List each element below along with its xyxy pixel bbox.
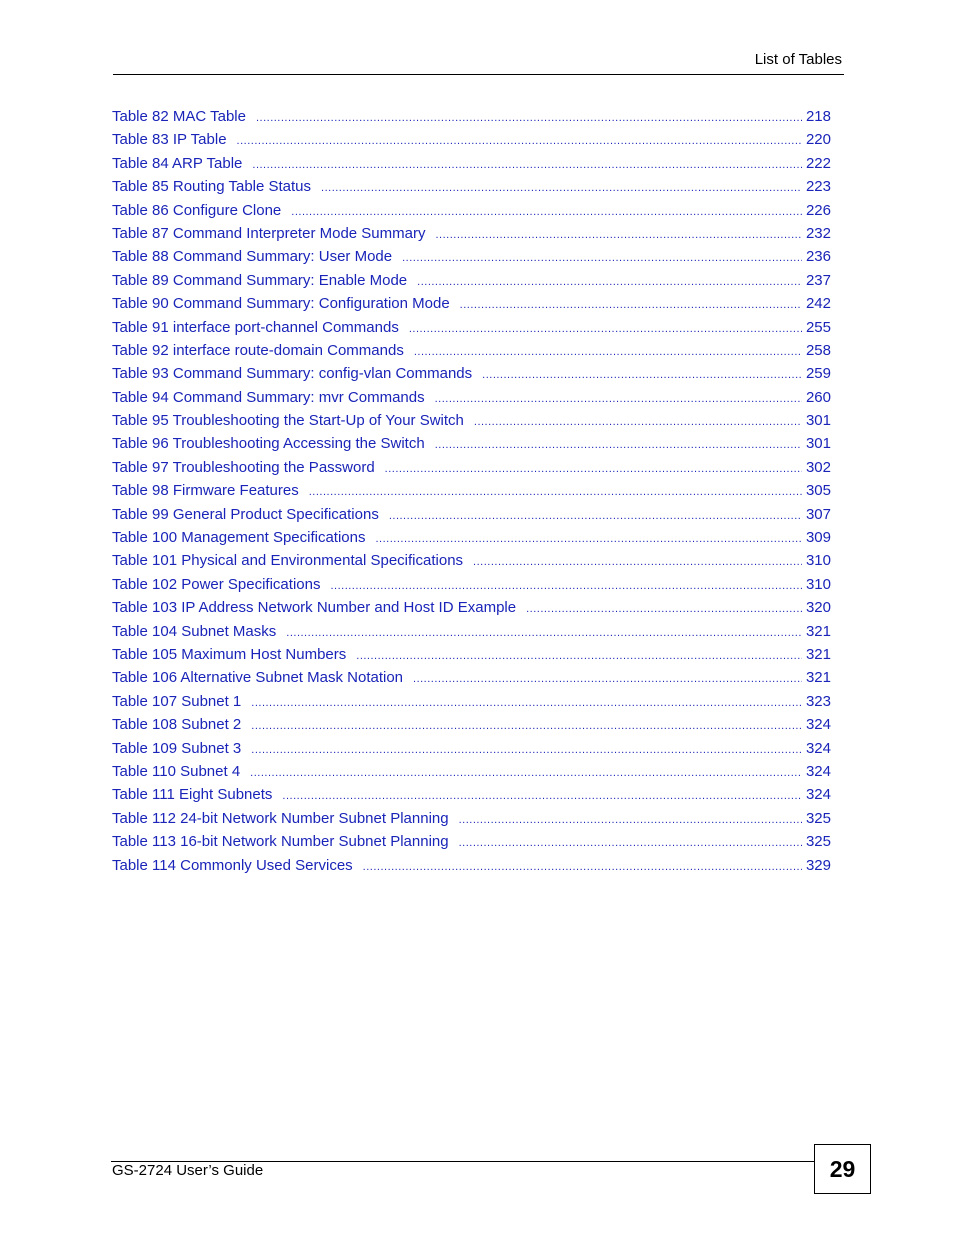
section-title: List of Tables [754, 51, 842, 68]
header-divider [113, 74, 844, 75]
toc-entry[interactable] [112, 854, 831, 877]
toc-entry-page[interactable]: 324 [805, 762, 831, 780]
toc-entry-label[interactable]: Table 106 Alternative Subnet Mask Notation [112, 669, 404, 687]
dot-leader [409, 318, 802, 341]
toc-entry-label[interactable]: Table 92 interface route-domain Commands [112, 341, 404, 359]
guide-title: GS-2724 User’s Guide [112, 1162, 264, 1179]
dot-leader [435, 224, 801, 247]
dot-leader [435, 388, 802, 411]
dot-leader [251, 692, 802, 715]
toc-entry[interactable] [112, 316, 831, 339]
toc-entry-label[interactable]: Table 89 Command Summary: Enable Mode [112, 271, 408, 289]
dot-leader [376, 528, 802, 551]
toc-entry[interactable] [112, 620, 831, 643]
toc-entry-page[interactable]: 236 [805, 248, 831, 266]
toc-entry-page[interactable]: 321 [805, 645, 831, 663]
dot-leader [482, 364, 802, 387]
toc-entry-page[interactable]: 222 [805, 154, 831, 172]
toc-entry-page[interactable]: 301 [805, 435, 831, 453]
toc-entry-page[interactable]: 321 [805, 622, 831, 640]
toc-entry[interactable] [112, 409, 831, 432]
toc-entry-label[interactable]: Table 82 MAC Table [112, 108, 246, 125]
toc-entry-page[interactable]: 237 [805, 271, 831, 289]
toc-entry-label[interactable]: Table 111 Eight Subnets [112, 786, 273, 804]
toc-entry-label[interactable]: Table 86 Configure Clone [112, 201, 282, 219]
toc-entry[interactable] [112, 526, 831, 549]
toc-entry-page[interactable]: 310 [805, 575, 831, 593]
toc-entry-page[interactable]: 223 [805, 178, 831, 196]
dot-leader [286, 622, 802, 645]
dot-leader [402, 247, 802, 270]
toc-entry-page[interactable]: 324 [805, 716, 831, 734]
toc-entry[interactable] [112, 549, 831, 572]
toc-entry-label[interactable]: Table 108 Subnet 2 [112, 716, 242, 734]
toc-entry[interactable] [112, 456, 831, 479]
dot-leader [256, 107, 802, 130]
toc-entry-label[interactable]: Table 103 IP Address Network Number and Host ID Example [112, 599, 517, 617]
toc-entry-page[interactable]: 307 [805, 505, 831, 523]
toc-entry-page[interactable]: 310 [805, 552, 831, 570]
toc-entry-label[interactable]: Table 83 IP Table [112, 131, 227, 149]
toc-entry-page[interactable]: 258 [805, 341, 831, 359]
toc-entry-page[interactable]: 226 [805, 201, 831, 219]
toc-entry[interactable] [112, 269, 831, 292]
toc-entry-label[interactable]: Table 101 Physical and Environmental Specifications [112, 552, 464, 570]
toc-entry-page[interactable]: 329 [805, 856, 831, 874]
dot-leader [251, 715, 802, 738]
toc-entry-page[interactable]: 321 [805, 669, 831, 687]
toc-entry[interactable] [112, 737, 831, 760]
toc-entry-label[interactable]: Table 85 Routing Table Status [112, 178, 312, 196]
toc-entry-page[interactable]: 302 [805, 458, 831, 476]
dot-leader [389, 505, 802, 528]
toc-entry-page[interactable]: 323 [805, 692, 831, 710]
toc-entry-label[interactable]: Table 110 Subnet 4 [112, 762, 241, 780]
toc-entry-page[interactable]: 324 [805, 786, 831, 804]
dot-leader [363, 856, 802, 879]
toc-entry[interactable] [112, 503, 831, 526]
toc-entry[interactable] [112, 175, 831, 198]
toc-entry-label[interactable]: Table 104 Subnet Masks [112, 622, 277, 640]
toc-entry[interactable] [112, 199, 831, 222]
dot-leader [291, 201, 802, 224]
dot-leader [330, 575, 802, 598]
toc-entry-page[interactable]: 325 [805, 833, 831, 851]
toc-entry-label[interactable]: Table 99 General Product Specifications [112, 505, 379, 523]
dot-leader [417, 271, 802, 294]
toc-entry[interactable] [112, 105, 831, 128]
toc-entry[interactable] [112, 713, 831, 736]
toc-entry[interactable] [112, 573, 831, 596]
toc-entry[interactable] [112, 807, 831, 830]
toc-entry-label[interactable]: Table 114 Commonly Used Services [112, 856, 353, 874]
toc-entry-label[interactable]: Table 96 Troubleshooting Accessing the Switch [112, 435, 425, 453]
toc-entry-page[interactable]: 242 [805, 295, 831, 313]
toc-entry[interactable] [112, 245, 831, 268]
toc-entry-label[interactable]: Table 102 Power Specifications [112, 575, 321, 593]
toc-entry-label[interactable]: Table 87 Command Interpreter Mode Summary [112, 224, 426, 242]
toc-entry-label[interactable]: Table 98 Firmware Features [112, 482, 299, 500]
toc-entry[interactable] [112, 690, 831, 713]
toc-entry-page[interactable]: 324 [805, 739, 831, 757]
toc-entry-label[interactable]: Table 90 Command Summary: Configuration Mode [112, 295, 450, 313]
dot-leader [252, 154, 802, 177]
toc-entry-page[interactable]: 220 [805, 131, 831, 149]
toc-entry-label[interactable]: Table 97 Troubleshooting the Password [112, 458, 375, 476]
toc-entry-page[interactable]: 309 [805, 529, 831, 547]
page-number: 29 [814, 1144, 871, 1194]
toc-entry[interactable] [112, 386, 831, 409]
toc-entry-page[interactable]: 320 [805, 599, 831, 617]
toc-entry-label[interactable]: Table 94 Command Summary: mvr Commands [112, 388, 425, 406]
toc-entry[interactable] [112, 152, 831, 175]
toc-entry-page[interactable]: 301 [805, 412, 831, 430]
list-of-tables [112, 105, 831, 877]
dot-leader [460, 294, 802, 317]
toc-entry-page[interactable]: 218 [805, 108, 831, 125]
toc-entry-page[interactable]: 255 [805, 318, 831, 336]
toc-entry[interactable] [112, 362, 831, 385]
dot-leader [459, 809, 802, 832]
toc-entry[interactable] [112, 432, 831, 455]
toc-entry[interactable] [112, 222, 831, 245]
toc-entry[interactable] [112, 292, 831, 315]
dot-leader [414, 341, 802, 364]
toc-entry-page[interactable]: 305 [805, 482, 831, 500]
toc-entry-label[interactable]: Table 113 16-bit Network Number Subnet Planning [112, 833, 449, 851]
dot-leader [237, 130, 802, 153]
dot-leader [526, 598, 802, 621]
toc-entry[interactable] [112, 830, 831, 853]
toc-entry-page[interactable]: 325 [805, 809, 831, 827]
toc-entry[interactable] [112, 596, 831, 619]
toc-entry-label[interactable]: Table 100 Management Specifications [112, 529, 366, 547]
toc-entry[interactable] [112, 339, 831, 362]
toc-entry[interactable] [112, 783, 831, 806]
dot-leader [251, 739, 802, 762]
toc-entry-label[interactable]: Table 84 ARP Table [112, 154, 243, 172]
toc-entry-page[interactable]: 260 [805, 388, 831, 406]
dot-leader [459, 832, 802, 855]
toc-entry-label[interactable]: Table 105 Maximum Host Numbers [112, 645, 347, 663]
toc-entry-label[interactable]: Table 109 Subnet 3 [112, 739, 242, 757]
dot-leader [309, 481, 802, 504]
toc-entry[interactable] [112, 479, 831, 502]
toc-entry[interactable] [112, 666, 831, 689]
toc-entry-label[interactable]: Table 107 Subnet 1 [112, 692, 242, 710]
dot-leader [321, 177, 802, 200]
dot-leader [356, 645, 802, 668]
toc-entry[interactable] [112, 760, 831, 783]
toc-entry-page[interactable]: 259 [805, 365, 831, 383]
dot-leader [250, 762, 802, 785]
toc-entry-label[interactable]: Table 88 Command Summary: User Mode [112, 248, 393, 266]
toc-entry-label[interactable]: Table 91 interface port-channel Commands [112, 318, 399, 336]
dot-leader [474, 411, 802, 434]
toc-entry-label[interactable]: Table 112 24-bit Network Number Subnet Planning [112, 809, 449, 827]
toc-entry-page[interactable]: 232 [805, 224, 831, 242]
dot-leader [282, 785, 802, 808]
dot-leader [473, 551, 802, 574]
dot-leader [385, 458, 802, 481]
dot-leader [435, 434, 802, 457]
toc-entry-label[interactable]: Table 93 Command Summary: config-vlan Commands [112, 365, 473, 383]
toc-entry[interactable] [112, 128, 831, 151]
toc-entry[interactable] [112, 643, 831, 666]
toc-entry-label[interactable]: Table 95 Troubleshooting the Start-Up of Your Switch [112, 412, 464, 430]
dot-leader [413, 668, 802, 691]
